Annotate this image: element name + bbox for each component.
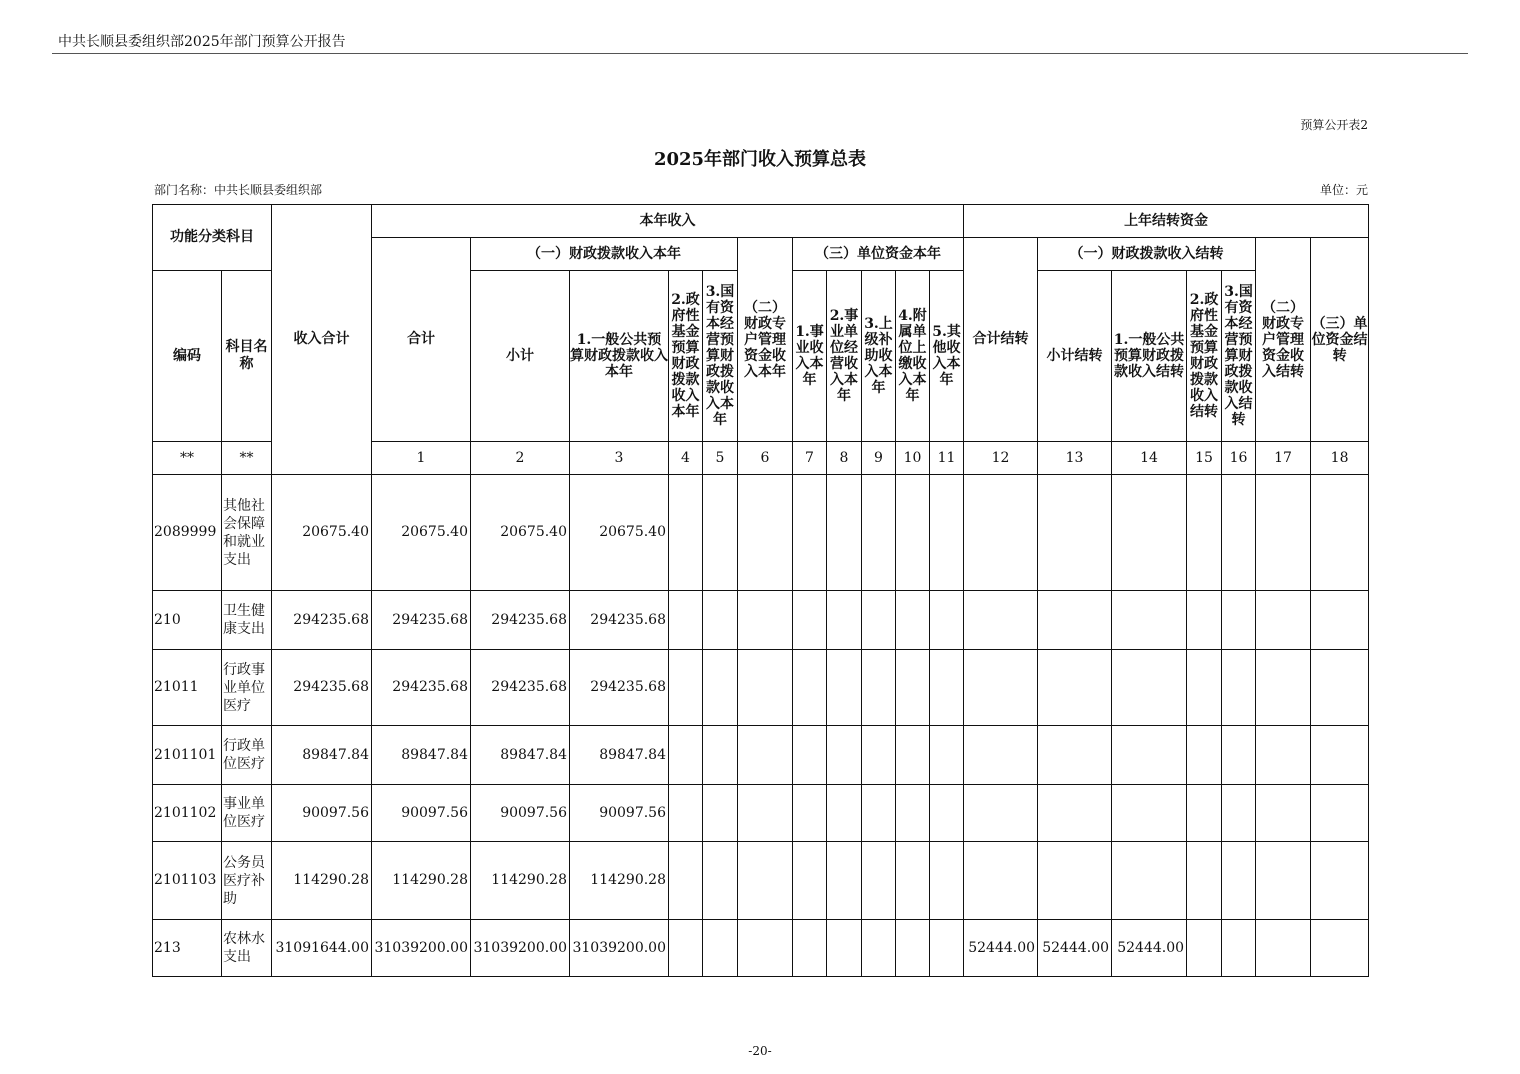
- row-prior-subtotal: [1038, 591, 1112, 650]
- table-row: [153, 785, 1369, 842]
- row-prior-total: [964, 842, 1038, 920]
- header-cur-total: 合计: [372, 238, 471, 442]
- index-cell: 2: [471, 442, 570, 475]
- row-code: 2101102: [153, 785, 222, 842]
- index-cell: 15: [1187, 442, 1222, 475]
- row-cur-general: 89847.84: [570, 726, 669, 785]
- index-cell: 3: [570, 442, 669, 475]
- header-fiscal-current: （一）财政拨款收入本年: [471, 238, 738, 271]
- row-cur-general: 294235.68: [570, 591, 669, 650]
- index-cell: 17: [1256, 442, 1311, 475]
- row-cur-general: 294235.68: [570, 650, 669, 726]
- row-prior-total: [964, 726, 1038, 785]
- row-cur-total: 20675.40: [372, 475, 471, 591]
- header-prior-general: 1.一般公共预算财政拨款收入结转: [1112, 271, 1187, 442]
- row-prior-total: [964, 475, 1038, 591]
- header-subject: 科目名称: [222, 271, 272, 442]
- table-row: [153, 842, 1369, 920]
- row-code: 2089999: [153, 475, 222, 591]
- row-prior-total: [964, 650, 1038, 726]
- page-number: -20-: [748, 1044, 772, 1058]
- index-cell: 4: [669, 442, 703, 475]
- row-prior-general: [1112, 591, 1187, 650]
- header-code: 编码: [153, 271, 222, 442]
- header-cur-bizop: 2.事业单位经营收入本年: [827, 271, 862, 442]
- row-cur-subtotal: 20675.40: [471, 475, 570, 591]
- row-prior-subtotal: [1038, 785, 1112, 842]
- header-cur-stateown: 3.国有资本经营预算财政拨款收入本年: [703, 271, 738, 442]
- row-subject: 事业单位医疗: [222, 785, 272, 842]
- row-prior-total: 52444.00: [964, 920, 1038, 977]
- header-cur-special: （二）财政专户管理资金收入本年: [738, 238, 793, 442]
- index-cell: 1: [372, 442, 471, 475]
- running-header: 中共长顺县委组织部2025年部门预算公开报告: [58, 34, 346, 50]
- row-subject: 农林水支出: [222, 920, 272, 977]
- row-subject: 公务员医疗补助: [222, 842, 272, 920]
- index-cell: 9: [862, 442, 896, 475]
- row-subject: 行政事业单位医疗: [222, 650, 272, 726]
- header-prior-subtotal: 小计结转: [1038, 271, 1112, 442]
- row-prior-subtotal: [1038, 475, 1112, 591]
- row-cur-total: 294235.68: [372, 650, 471, 726]
- row-code: 213: [153, 920, 222, 977]
- table-row: [153, 920, 1369, 977]
- header-cur-biz: 1.事业收入本年: [793, 271, 827, 442]
- index-cell: 14: [1112, 442, 1187, 475]
- table-row: [153, 650, 1369, 726]
- row-subject: 卫生健康支出: [222, 591, 272, 650]
- table-row: [153, 726, 1369, 785]
- row-cur-subtotal: 90097.56: [471, 785, 570, 842]
- row-total: 294235.68: [272, 650, 372, 726]
- table-row: [153, 591, 1369, 650]
- header-prior-stateown: 3.国有资本经营预算财政拨款收入结转: [1222, 271, 1256, 442]
- row-total: 89847.84: [272, 726, 372, 785]
- row-prior-general: [1112, 650, 1187, 726]
- index-cell: **: [222, 442, 272, 475]
- row-prior-general: [1112, 785, 1187, 842]
- header-cur-subsidy: 3.上级补助收入本年: [862, 271, 896, 442]
- row-prior-general: [1112, 842, 1187, 920]
- row-prior-subtotal: [1038, 650, 1112, 726]
- row-code: 2101103: [153, 842, 222, 920]
- index-cell: 18: [1311, 442, 1369, 475]
- header-cur-subtotal: 小计: [471, 271, 570, 442]
- row-cur-subtotal: 89847.84: [471, 726, 570, 785]
- header-current-year: 本年收入: [372, 205, 964, 238]
- row-total: 114290.28: [272, 842, 372, 920]
- row-cur-general: 90097.56: [570, 785, 669, 842]
- index-cell: 11: [930, 442, 964, 475]
- row-prior-subtotal: 52444.00: [1038, 920, 1112, 977]
- department-name: 部门名称：中共长顺县委组织部: [154, 183, 323, 197]
- form-number: 预算公开表2: [1300, 118, 1368, 132]
- row-subject: 行政单位医疗: [222, 726, 272, 785]
- row-code: 2101101: [153, 726, 222, 785]
- row-prior-subtotal: [1038, 842, 1112, 920]
- header-cur-affil: 4.附属单位上缴收入本年: [896, 271, 930, 442]
- row-code: 21011: [153, 650, 222, 726]
- index-cell: 13: [1038, 442, 1112, 475]
- row-prior-total: [964, 785, 1038, 842]
- row-cur-subtotal: 294235.68: [471, 591, 570, 650]
- row-cur-total: 294235.68: [372, 591, 471, 650]
- row-prior-general: 52444.00: [1112, 920, 1187, 977]
- header-cur-general: 1.一般公共预算财政拨款收入本年: [570, 271, 669, 442]
- index-cell: 16: [1222, 442, 1256, 475]
- row-total: 20675.40: [272, 475, 372, 591]
- header-rule: [52, 53, 1468, 54]
- row-cur-subtotal: 31039200.00: [471, 920, 570, 977]
- index-cell: 6: [738, 442, 793, 475]
- row-code: 210: [153, 591, 222, 650]
- row-cur-total: 89847.84: [372, 726, 471, 785]
- row-cur-total: 31039200.00: [372, 920, 471, 977]
- header-income-total: 收入合计: [272, 205, 372, 475]
- header-cur-other: 5.其他收入本年: [930, 271, 964, 442]
- table-title: 2025年部门收入预算总表: [653, 149, 867, 170]
- header-prior-special: （二）财政专户管理资金收入结转: [1256, 238, 1311, 442]
- row-cur-general: 20675.40: [570, 475, 669, 591]
- row-cur-total: 90097.56: [372, 785, 471, 842]
- row-cur-subtotal: 294235.68: [471, 650, 570, 726]
- header-unit-funds-current: （三）单位资金本年: [793, 238, 964, 271]
- index-cell: 5: [703, 442, 738, 475]
- index-cell: 7: [793, 442, 827, 475]
- index-cell: **: [153, 442, 222, 475]
- row-total: 31091644.00: [272, 920, 372, 977]
- row-prior-total: [964, 591, 1038, 650]
- row-cur-total: 114290.28: [372, 842, 471, 920]
- header-func-class: 功能分类科目: [153, 205, 272, 271]
- header-prior-unit: （三）单位资金结转: [1311, 238, 1369, 442]
- index-cell: 12: [964, 442, 1038, 475]
- row-cur-general: 114290.28: [570, 842, 669, 920]
- income-budget-table: [152, 204, 1369, 977]
- row-total: 90097.56: [272, 785, 372, 842]
- row-cur-subtotal: 114290.28: [471, 842, 570, 920]
- table-row: [153, 475, 1369, 591]
- row-prior-general: [1112, 475, 1187, 591]
- row-subject: 其他社会保障和就业支出: [222, 475, 272, 591]
- index-cell: 8: [827, 442, 862, 475]
- row-prior-general: [1112, 726, 1187, 785]
- row-cur-general: 31039200.00: [570, 920, 669, 977]
- header-prior-year: 上年结转资金: [964, 205, 1369, 238]
- index-cell: 10: [896, 442, 930, 475]
- header-cur-govfund: 2.政府性基金预算财政拨款收入本年: [669, 271, 703, 442]
- header-prior-govfund: 2.政府性基金预算财政拨款收入结转: [1187, 271, 1222, 442]
- header-fiscal-carry: （一）财政拨款收入结转: [1038, 238, 1256, 271]
- row-total: 294235.68: [272, 591, 372, 650]
- header-prior-total: 合计结转: [964, 238, 1038, 442]
- row-prior-subtotal: [1038, 726, 1112, 785]
- unit-label: 单位：元: [1319, 183, 1368, 197]
